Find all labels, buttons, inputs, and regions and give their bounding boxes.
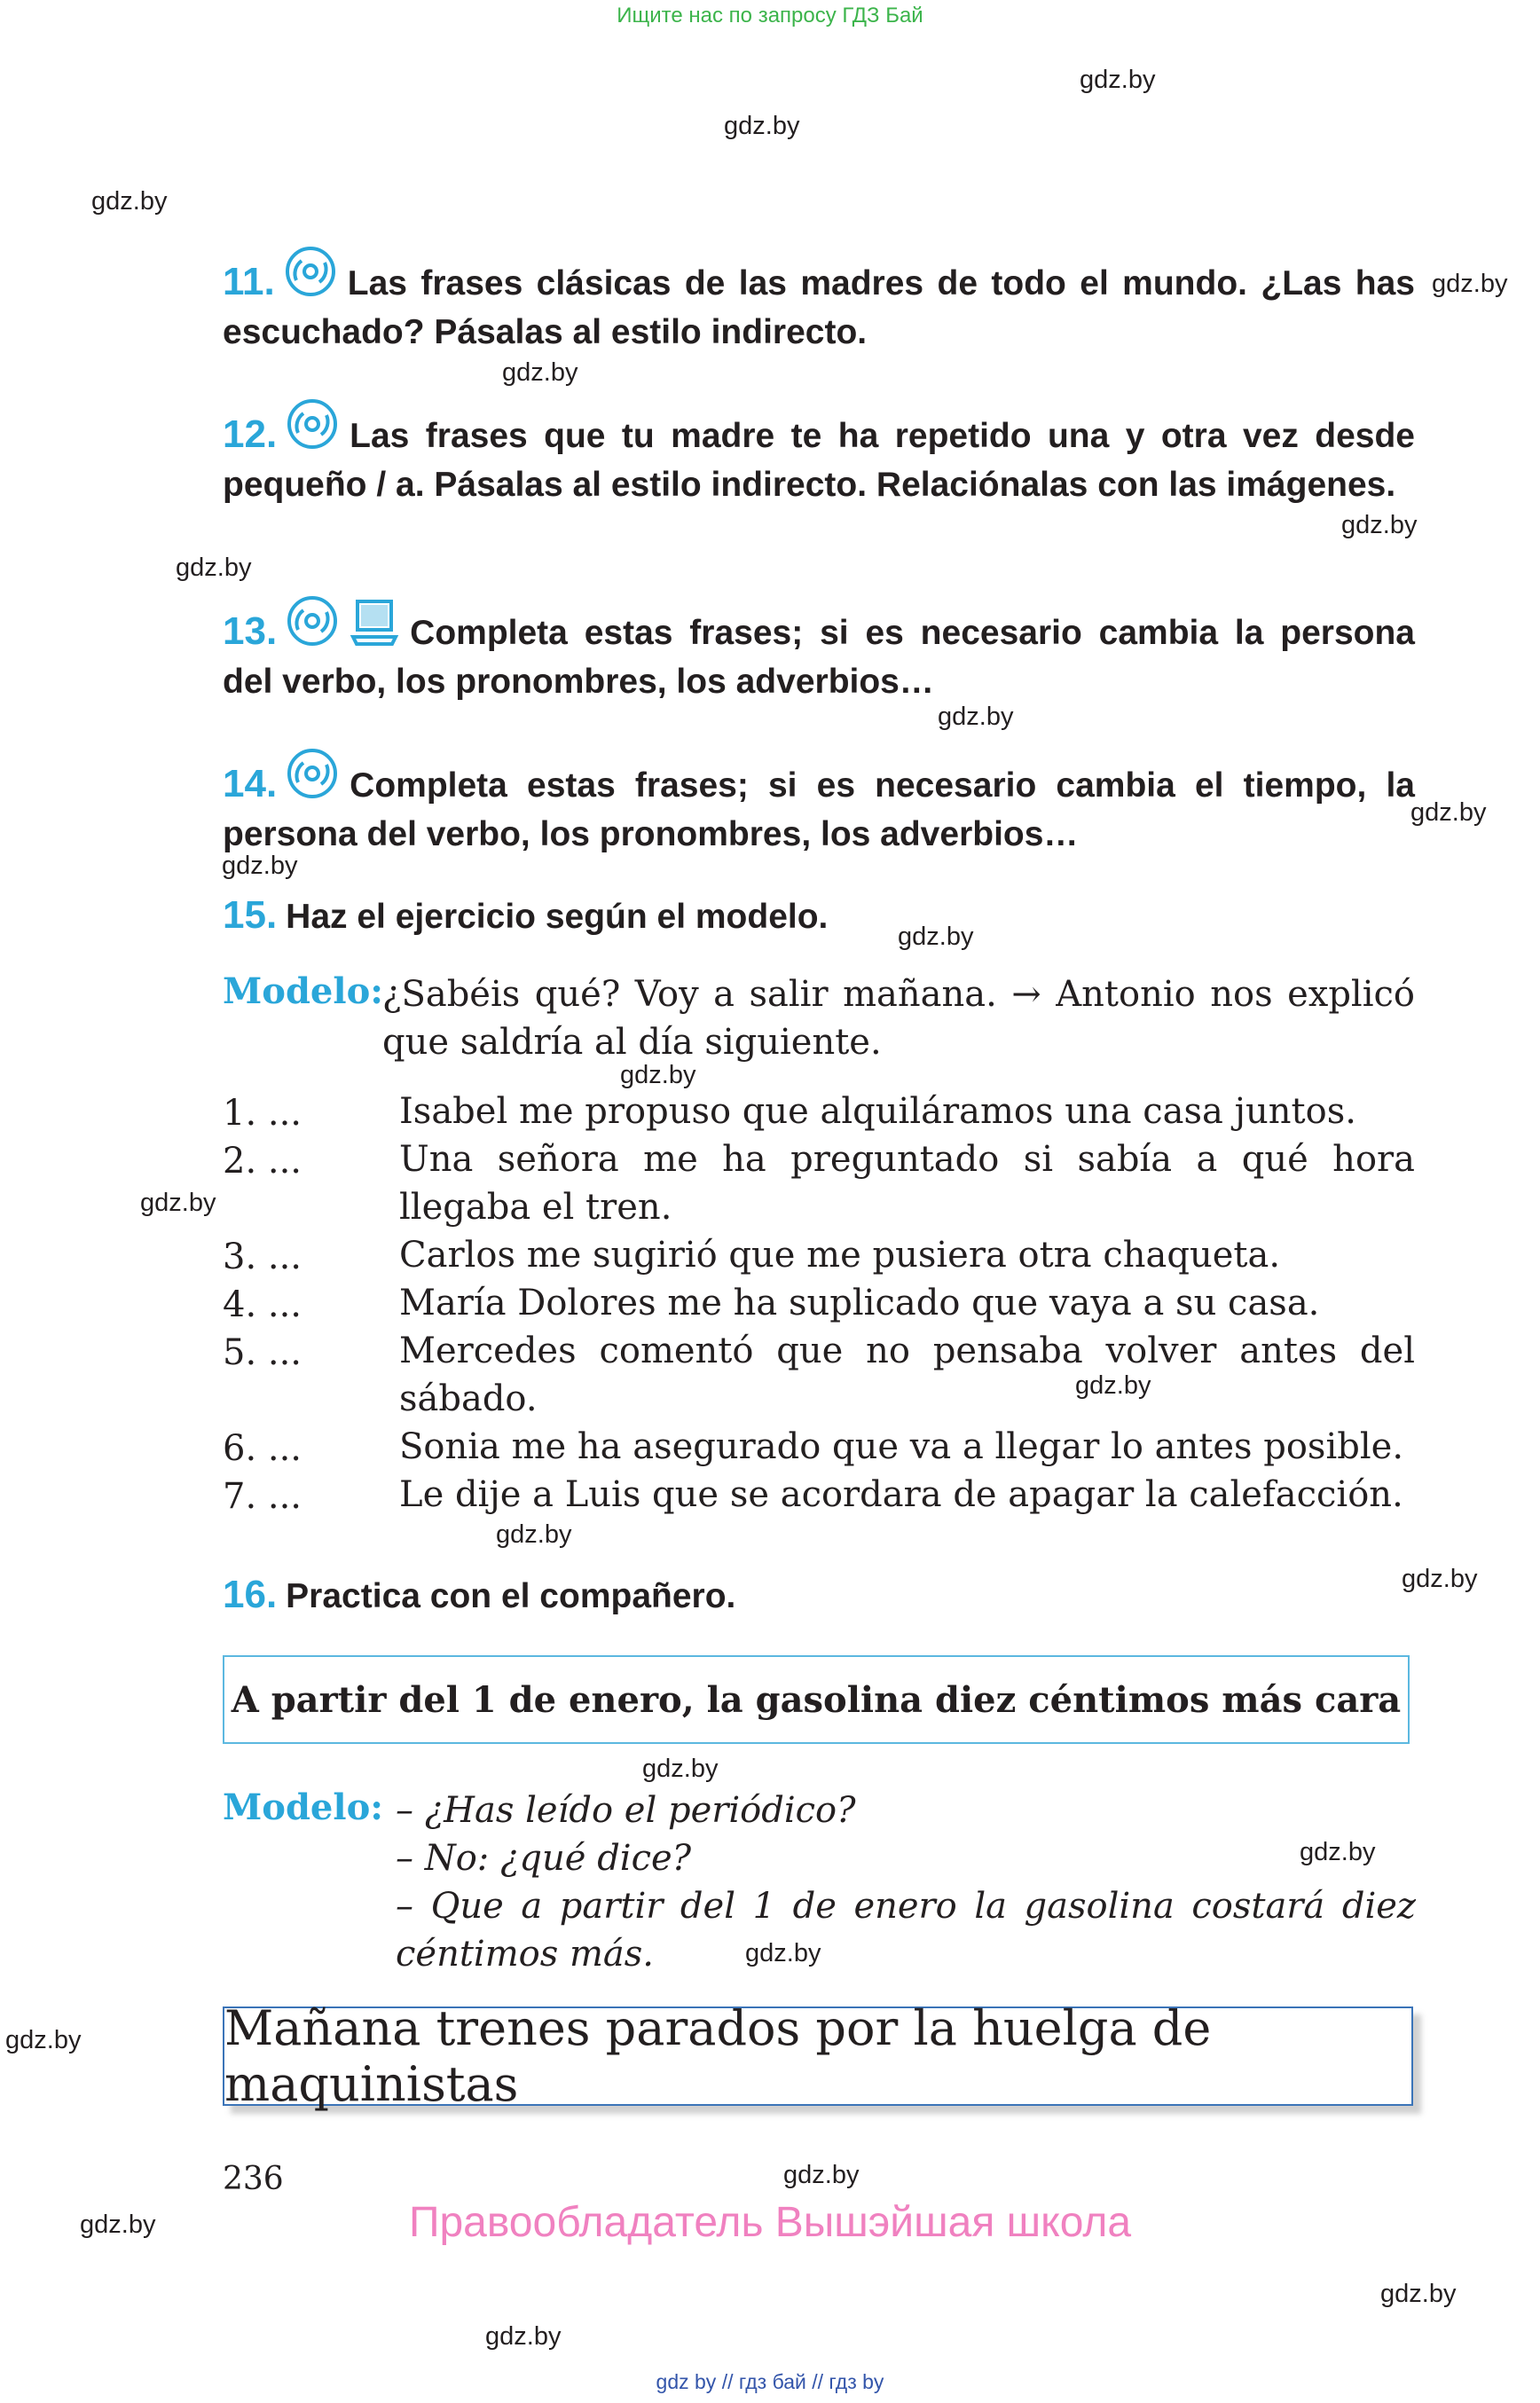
item-number: 2. ... xyxy=(223,1141,302,1182)
watermark: gdz.by xyxy=(1080,66,1156,94)
exercise-number: 11. xyxy=(223,260,275,303)
exercise-11 xyxy=(223,245,1415,355)
watermark: gdz.by xyxy=(1380,2280,1457,2308)
watermark: gdz.by xyxy=(783,2161,860,2189)
newspaper-headline-box xyxy=(223,1655,1410,1744)
watermark: gdz.by xyxy=(1075,1371,1151,1400)
computer-icon xyxy=(350,598,399,659)
exercise-text: Las frases clásicas de las madres de todo el mundo. ¿Las has escuchado? Pásalas al estilo indirecto. xyxy=(223,264,1415,351)
exercise-number: 16. xyxy=(223,1573,278,1616)
exercise-text: Completa estas frases; si es necesario cambia el tiempo, la persona del verbo, los pronombres, los adverbios… xyxy=(223,766,1415,853)
exercise-number: 14. xyxy=(223,762,278,805)
watermark: gdz.by xyxy=(91,187,168,216)
watermark: gdz.by xyxy=(1300,1838,1376,1866)
watermark: gdz.by xyxy=(80,2211,156,2239)
watermark: gdz.by xyxy=(1410,798,1487,827)
exercise-number: 15. xyxy=(223,893,278,937)
watermark: gdz.by xyxy=(496,1520,572,1549)
watermark: gdz.by xyxy=(5,2026,82,2054)
exercise-13 xyxy=(223,594,1415,704)
headline-text: Mañana trenes parados por la huelga de maquinistas xyxy=(224,2000,1212,2112)
item-text: Una señora me ha preguntado si sabía a qué hora llegaba el tren. xyxy=(399,1139,1415,1228)
item-text: Sonia me ha asegurado que va a llegar lo antes posible. xyxy=(399,1426,1404,1467)
item-number: 7. ... xyxy=(223,1476,302,1517)
watermark: gdz.by xyxy=(898,923,974,951)
audio-disc-icon xyxy=(286,747,339,812)
headline-text: A partir del 1 de enero, la gasolina diez céntimos más cara xyxy=(231,1678,1402,1721)
watermark: gdz.by xyxy=(642,1755,719,1783)
watermark: gdz.by xyxy=(1402,1565,1478,1593)
watermark: gdz.by xyxy=(1341,511,1418,539)
item-text: Le dije a Luis que se acordara de apagar la calefacción. xyxy=(399,1474,1403,1515)
exercise-16 xyxy=(223,1572,1415,1619)
watermark: gdz.by xyxy=(938,703,1014,731)
audio-disc-icon xyxy=(286,397,339,462)
exercise-14 xyxy=(223,747,1415,857)
watermark: gdz.by xyxy=(140,1189,216,1217)
watermark: gdz.by xyxy=(1432,270,1508,298)
item-number: 3. ... xyxy=(223,1237,302,1277)
audio-disc-icon xyxy=(286,594,339,659)
watermark: gdz.by xyxy=(502,358,578,387)
page-number: 236 xyxy=(223,2161,284,2197)
exercise-12 xyxy=(223,397,1415,507)
exercise-text: Practica con el compañero. xyxy=(286,1577,736,1615)
exercise-text: Haz el ejercicio según el modelo. xyxy=(286,898,829,936)
item-text: Carlos me sugirió que me pusiera otra chaqueta. xyxy=(399,1235,1281,1276)
newspaper-headline-box xyxy=(223,2000,1413,2112)
watermark: gdz.by xyxy=(620,1061,696,1089)
watermark: gdz.by xyxy=(724,112,800,140)
watermark: gdz.by xyxy=(222,852,298,880)
item-text: Mercedes comentó que no pensaba volver antes del sábado. xyxy=(399,1331,1415,1419)
item-text: María Dolores me ha suplicado que vaya a su casa. xyxy=(399,1283,1320,1323)
exercise-text: Completa estas frases; si es necesario cambia la persona del verbo, los pronombres, los adverbios… xyxy=(223,614,1415,701)
watermark: gdz.by xyxy=(745,1939,821,1967)
top-banner: Ищите нас по запросу ГДЗ Бай xyxy=(617,4,923,27)
exercise-15 xyxy=(223,892,1415,939)
exercise-number: 13. xyxy=(223,609,278,653)
modelo-label: Modelo: xyxy=(223,1787,384,1828)
watermark: gdz.by xyxy=(176,554,252,582)
bottom-banner: gdz by // гдз бай // гдз by xyxy=(656,2370,884,2393)
item-number: 1. ... xyxy=(223,1093,302,1134)
exercise-text: Las frases que tu madre te ha repetido una y otra vez desde pequeño / a. Pásalas al estilo indirecto. Relaciónalas con las imágenes. xyxy=(223,417,1415,504)
modelo-example-text: ¿Sabéis qué? Voy a salir mañana. → Antonio nos explicó que saldría al día siguiente. xyxy=(382,974,1415,1063)
dialogue-line: – No: ¿qué dice? xyxy=(396,1838,692,1879)
item-number: 5. ... xyxy=(223,1332,302,1373)
dialogue-line: – Que a partir del 1 de enero la gasolina costará diez céntimos más. xyxy=(396,1886,1416,1975)
copyright-holder: Правообладатель Вышэйшая школа xyxy=(408,2199,1132,2246)
exercise-number: 12. xyxy=(223,412,278,456)
dialogue-line: – ¿Has leído el periódico? xyxy=(396,1790,856,1831)
item-text: Isabel me propuso que alquiláramos una casa juntos. xyxy=(399,1091,1356,1132)
audio-disc-icon xyxy=(284,245,337,310)
modelo-label: Modelo: xyxy=(223,970,384,1012)
watermark: gdz.by xyxy=(485,2322,562,2351)
item-number: 4. ... xyxy=(223,1284,302,1325)
item-number: 6. ... xyxy=(223,1428,302,1469)
